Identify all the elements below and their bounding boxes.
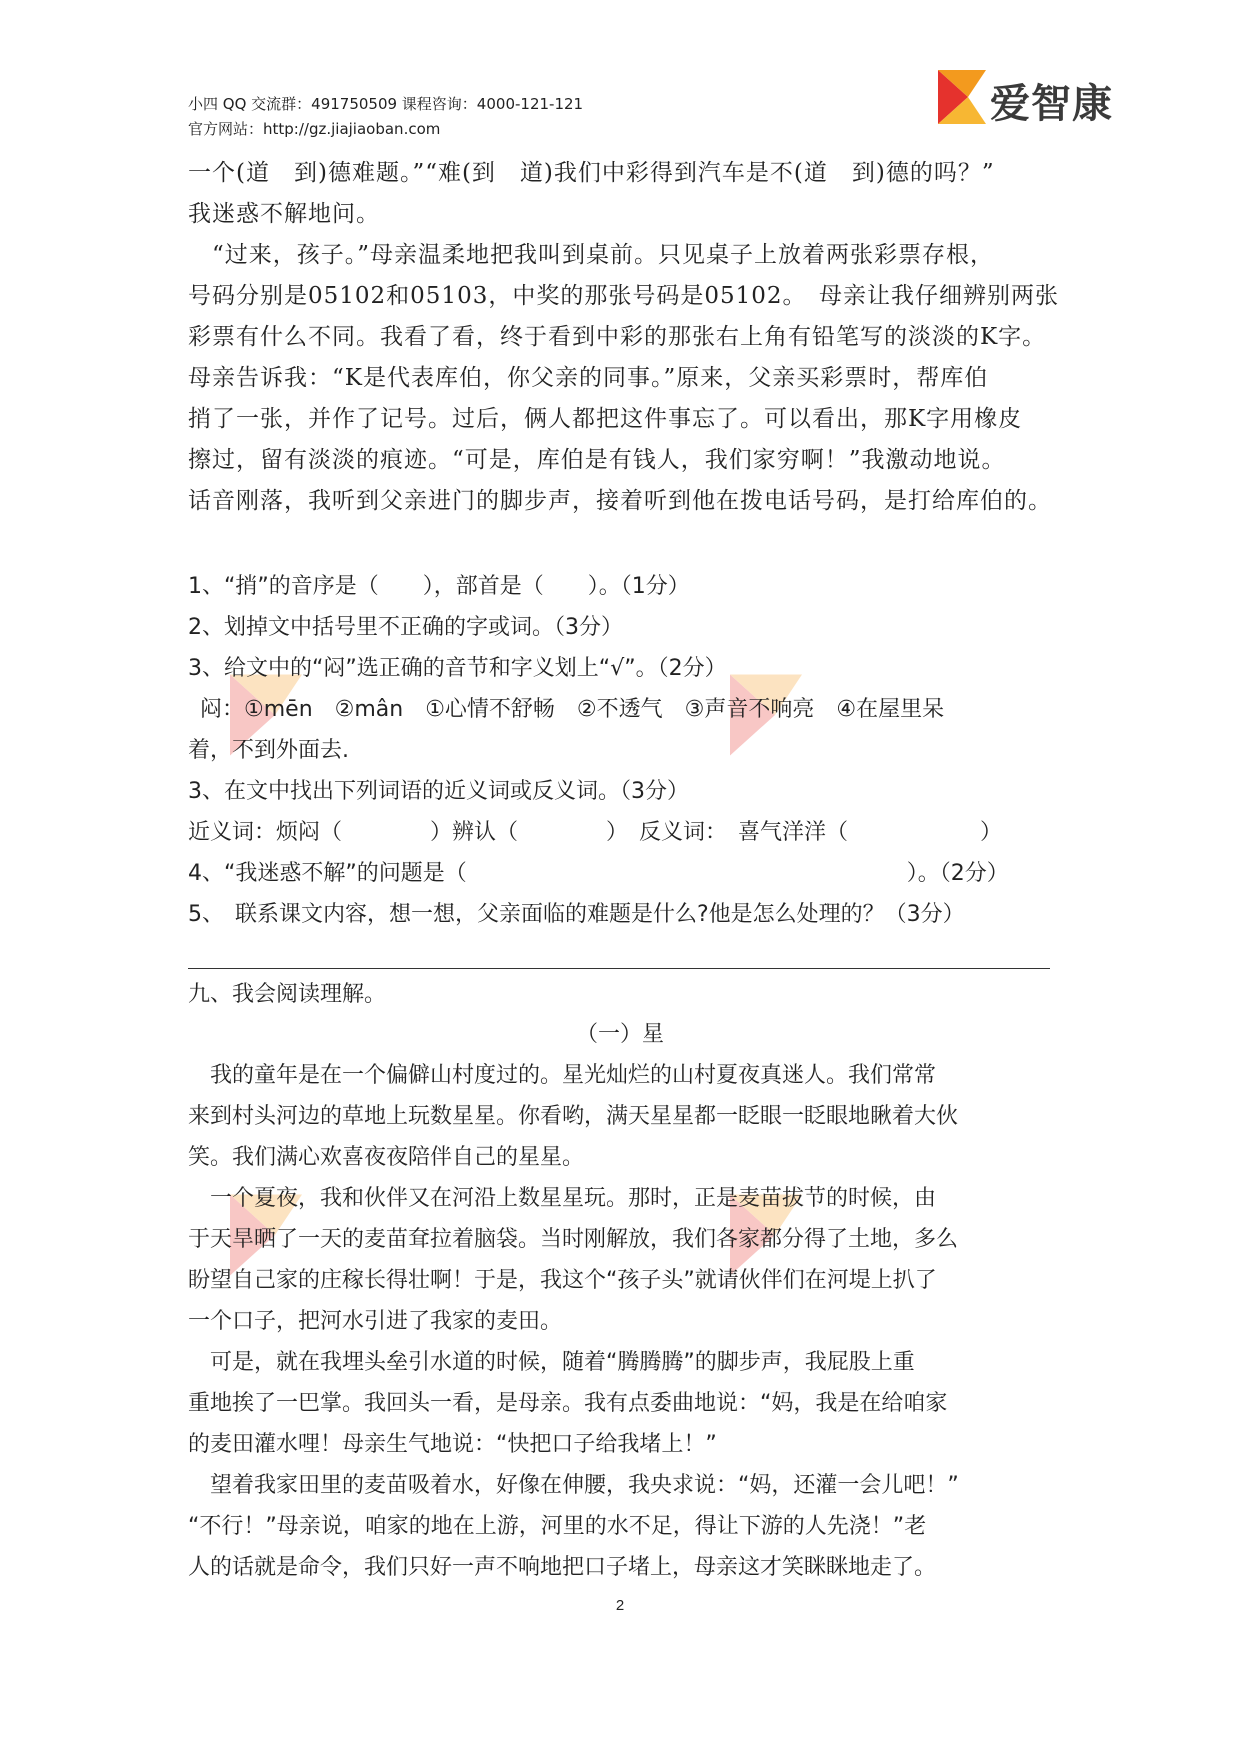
logo-icon — [938, 68, 998, 126]
passage-line: 话音刚落，我听到父亲进门的脚步声，接着听到他在拨电话号码，是打给库伯的。 — [188, 488, 1052, 514]
story-line: 人的话就是命令，我们只好一声不响地把口子堵上，母亲这才笑眯眯地走了。 — [188, 1555, 937, 1580]
question-item: 近义词：烦闷（ ）辨认（ ） 反义词： 喜气洋洋（ ） — [188, 820, 1003, 845]
question-item: 3、给文中的“闷”选正确的音节和字义划上“√”。（2分） — [188, 656, 727, 681]
story-line: 的麦田灌水哩！母亲生气地说：“快把口子给我堵上！” — [188, 1432, 717, 1457]
question-item: 着，不到外面去. — [188, 738, 349, 763]
story-line: 一个夏夜，我和伙伴又在河沿上数星星玩。那时，正是麦苗拔节的时候，由 — [188, 1186, 937, 1211]
page-number: 2 — [615, 1597, 625, 1614]
question-item: 4、“我迷惑不解”的问题是（ ）。（2分） — [188, 861, 1009, 886]
passage-line: “过来，孩子。”母亲温柔地把我叫到桌前。只见桌子上放着两张彩票存根， — [188, 242, 995, 268]
passage-line: 一个(道 到)德难题。”“难(到 道)我们中彩得到汽车是不(道 到)德的吗？” — [188, 160, 995, 186]
passage-line: 我迷惑不解地问。 — [188, 201, 380, 227]
logo-text: 爱智康 — [990, 81, 1113, 127]
passage-line: 擦过，留有淡淡的痕迹。“可是，库伯是有钱人，我们家穷啊！”我激动地说。 — [188, 447, 1006, 473]
story-line: 可是，就在我埋头垒引水道的时候，随着“腾腾腾”的脚步声，我屁股上重 — [188, 1350, 915, 1375]
story-line: 盼望自己家的庄稼长得壮啊！于是，我这个“孩子头”就请伙伴们在河堤上扒了 — [188, 1268, 937, 1293]
answer-line — [188, 968, 1050, 969]
header-qq-line: 小四 QQ 交流群：491750509 课程咨询：4000-121-121 — [188, 95, 584, 113]
story-line: “不行！”母亲说，咱家的地在上游，河里的水不足，得让下游的人先浇！”老 — [188, 1514, 927, 1539]
question-item: 3、在文中找出下列词语的近义词或反义词。（3分） — [188, 779, 689, 804]
story-line: 我的童年是在一个偏僻山村度过的。星光灿烂的山村夏夜真迷人。我们常常 — [188, 1063, 937, 1088]
story-line: 笑。我们满心欢喜夜夜陪伴自己的星星。 — [188, 1145, 585, 1170]
story-line: 来到村头河边的草地上玩数星星。你看哟，满天星星都一眨眼一眨眼地瞅着大伙 — [188, 1104, 959, 1129]
passage-line: 母亲告诉我：“K是代表库伯，你父亲的同事。”原来，父亲买彩票时，帮库伯 — [188, 365, 989, 391]
passage-line: 彩票有什么不同。我看了看，终于看到中彩的那张右上角有铅笔写的淡淡的K字。 — [188, 324, 1047, 350]
section-heading: 九、我会阅读理解。 — [188, 982, 387, 1007]
question-item: 闷：①mēn ②mân ①心情不舒畅 ②不透气 ③声音不响亮 ④在屋里呆 — [200, 697, 945, 722]
passage-line: 号码分别是05102和05103，中奖的那张号码是05102。 母亲让我仔细辨别两张 — [188, 283, 1059, 309]
story-line: 一个口子，把河水引进了我家的麦田。 — [188, 1309, 563, 1334]
question-item: 2、划掉文中括号里不正确的字或词。（3分） — [188, 615, 623, 640]
story-title: （一）星 — [575, 1022, 664, 1047]
story-line: 于天旱晒了一天的麦苗耷拉着脑袋。当时刚解放，我们各家都分得了土地，多么 — [188, 1227, 959, 1252]
question-item: 1、“捎”的音序是（ ），部首是（ ）。（1分） — [188, 574, 690, 599]
story-line: 重地挨了一巴掌。我回头一看，是母亲。我有点委曲地说：“妈，我是在给咱家 — [188, 1391, 948, 1416]
question-item: 5、 联系课文内容，想一想，父亲面临的难题是什么?他是怎么处理的？（3分） — [188, 902, 965, 927]
header-site-line: 官方网站：http://gz.jiajiaoban.com — [188, 120, 441, 138]
story-line: 望着我家田里的麦苗吸着水，好像在伸腰，我央求说：“妈，还灌一会儿吧！” — [188, 1473, 959, 1498]
watermark-logo — [730, 560, 930, 760]
passage-line: 捎了一张，并作了记号。过后，俩人都把这件事忘了。可以看出，那K字用橡皮 — [188, 406, 1023, 432]
